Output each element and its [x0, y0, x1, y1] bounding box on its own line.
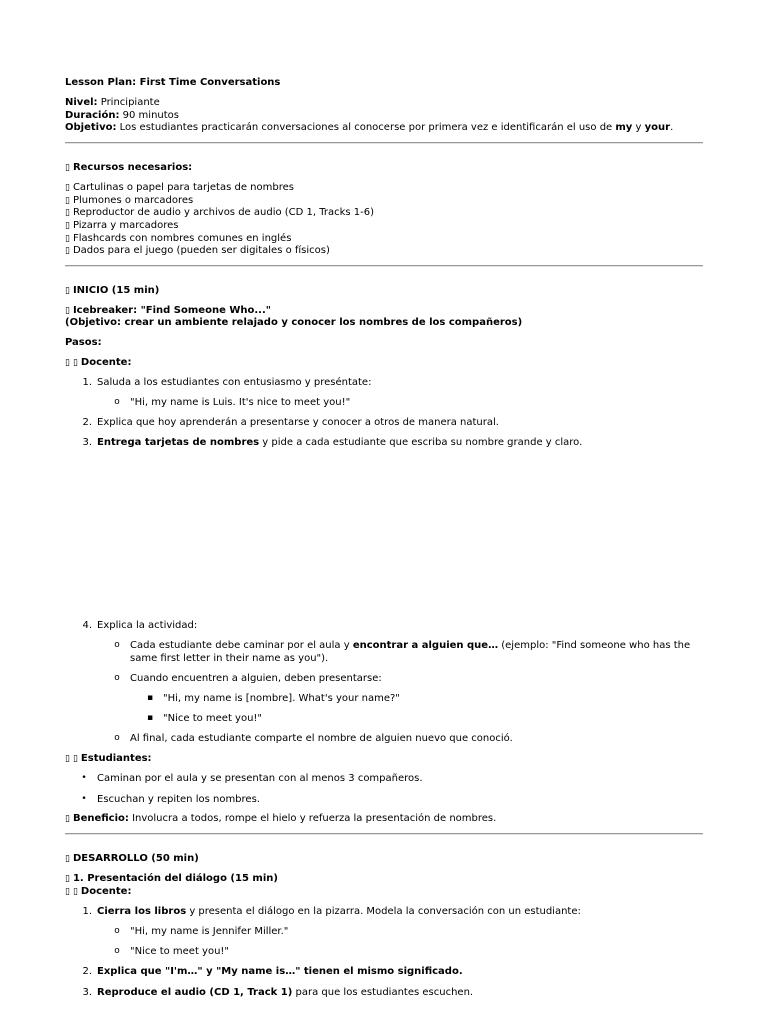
- docente-label: ▯ ▯ Docente:: [65, 886, 132, 897]
- objetivo-label: Objetivo:: [65, 122, 117, 133]
- step-text: Reproduce el audio (CD 1, Track 1) para que los estudiantes escuchen.: [97, 987, 474, 998]
- nivel-value: Principiante: [100, 97, 160, 108]
- circle-marker: o: [114, 397, 120, 407]
- list-item: ▯ Flashcards con nombres comunes en inglés: [65, 233, 292, 244]
- list-item: ▯ Plumones o marcadores: [65, 195, 194, 206]
- missing-glyph-icon: ▯: [65, 874, 70, 884]
- beneficio-line: ▯ Beneficio: Involucra a todos, rompe el hielo y refuerza la presentación de nombres.: [65, 813, 497, 824]
- duracion-label: Duración:: [65, 110, 120, 121]
- step-number: 3.: [82, 437, 92, 448]
- step-number: 2.: [82, 417, 92, 428]
- bullet-marker: •: [81, 773, 87, 783]
- circle-marker: o: [114, 946, 120, 956]
- objetivo-line: [65, 121, 673, 134]
- list-item: ▯ Reproductor de audio y archivos de audio (CD 1, Tracks 1-6): [65, 207, 375, 218]
- step-text: Entrega tarjetas de nombres y pide a cada estudiante que escriba su nombre grande y claro.: [97, 437, 583, 448]
- missing-glyph-icon: ▯: [65, 887, 70, 897]
- list-item: Escuchan y repiten los nombres.: [97, 794, 260, 805]
- step-number: 3.: [82, 987, 92, 998]
- circle-marker: o: [114, 926, 120, 936]
- missing-glyph-icon: ▯: [65, 196, 70, 206]
- icebreaker-title: ▯ Icebreaker: "Find Someone Who...": [65, 305, 271, 316]
- pasos-label: Pasos:: [65, 337, 102, 348]
- sub-item-continued: same first letter in their name as you").: [130, 653, 329, 664]
- divider: [65, 833, 703, 835]
- step-number: 1.: [82, 906, 92, 917]
- circle-marker: o: [114, 673, 120, 683]
- sub-item: "Hi, my name is Luis. It's nice to meet you!": [130, 397, 351, 408]
- nivel-line: [65, 96, 160, 109]
- missing-glyph-icon: ▯: [65, 234, 70, 244]
- missing-glyph-icon: ▯: [72, 754, 78, 764]
- circle-marker: o: [114, 640, 120, 650]
- nested-item: "Nice to meet you!": [163, 713, 263, 724]
- sub-item: "Hi, my name is Jennifer Miller.": [130, 926, 289, 937]
- missing-glyph-icon: ▯: [65, 306, 70, 316]
- missing-glyph-icon: ▯: [72, 887, 78, 897]
- bullet-marker: •: [81, 794, 87, 804]
- list-item: Caminan por el aula y se presentan con al menos 3 compañeros.: [97, 773, 423, 784]
- dialogo-subheading: ▯ 1. Presentación del diálogo (15 min): [65, 873, 278, 884]
- inicio-heading: ▯ INICIO (15 min): [65, 285, 160, 296]
- missing-glyph-icon: ▯: [65, 358, 70, 368]
- missing-glyph-icon: ▯: [65, 854, 70, 864]
- missing-glyph-icon: ▯: [65, 814, 70, 824]
- nested-item: "Hi, my name is [nombre]. What's your name?": [163, 693, 400, 704]
- sub-item: "Nice to meet you!": [130, 946, 230, 957]
- objetivo-your: your: [644, 122, 671, 133]
- objetivo-my: my: [615, 122, 633, 133]
- objetivo-y: y: [635, 122, 642, 133]
- missing-glyph-icon: ▯: [65, 246, 70, 256]
- icebreaker-objective: (Objetivo: crear un ambiente relajado y conocer los nombres de los compañeros): [65, 317, 523, 328]
- square-marker: ▪: [146, 713, 154, 723]
- sub-item: Al final, cada estudiante comparte el nombre de alguien nuevo que conoció.: [130, 733, 513, 744]
- square-marker: ▪: [146, 693, 154, 703]
- duracion-value: 90 minutos: [122, 110, 179, 121]
- docente-label: ▯ ▯ Docente:: [65, 357, 132, 368]
- missing-glyph-icon: ▯: [65, 183, 70, 193]
- step-text: Saluda a los estudiantes con entusiasmo y preséntate:: [97, 377, 372, 388]
- nivel-label: Nivel:: [65, 97, 98, 108]
- divider: [65, 265, 703, 267]
- objetivo-end: .: [670, 122, 674, 133]
- estudiantes-label: ▯ ▯ Estudiantes:: [65, 753, 152, 764]
- missing-glyph-icon: ▯: [65, 221, 70, 231]
- step-text: Explica la actividad:: [97, 620, 198, 631]
- missing-glyph-icon: ▯: [65, 208, 70, 218]
- sub-item: Cuando encuentren a alguien, deben presentarse:: [130, 673, 382, 684]
- step-number: 4.: [82, 620, 92, 631]
- missing-glyph-icon: ▯: [65, 754, 70, 764]
- recursos-heading: ▯ Recursos necesarios:: [65, 162, 193, 173]
- missing-glyph-icon: ▯: [72, 358, 78, 368]
- step-number: 1.: [82, 377, 92, 388]
- divider: [65, 142, 703, 144]
- page-title: Lesson Plan: First Time Conversations: [65, 77, 281, 88]
- list-item: ▯ Pizarra y marcadores: [65, 220, 179, 231]
- step-text: Explica que hoy aprenderán a presentarse y conocer a otros de manera natural.: [97, 417, 499, 428]
- circle-marker: o: [114, 733, 120, 743]
- missing-glyph-icon: ▯: [65, 286, 70, 296]
- step-number: 2.: [82, 966, 92, 977]
- missing-glyph-icon: ▯: [65, 163, 70, 173]
- desarrollo-heading: ▯ DESARROLLO (50 min): [65, 853, 199, 864]
- objetivo-text: Los estudiantes practicarán conversaciones al conocerse por primera vez e identificarán el uso de: [119, 122, 613, 133]
- list-item: ▯ Cartulinas o papel para tarjetas de nombres: [65, 182, 294, 193]
- step-text: Cierra los libros y presenta el diálogo en la pizarra. Modela la conversación con un estudiante:: [97, 906, 581, 917]
- step-text: Explica que "I'm…" y "My name is…" tienen el mismo significado.: [97, 966, 463, 977]
- sub-item: Cada estudiante debe caminar por el aula y encontrar a alguien que… (ejemplo: "Find someone who has the: [130, 640, 691, 651]
- list-item: ▯ Dados para el juego (pueden ser digitales o físicos): [65, 245, 330, 256]
